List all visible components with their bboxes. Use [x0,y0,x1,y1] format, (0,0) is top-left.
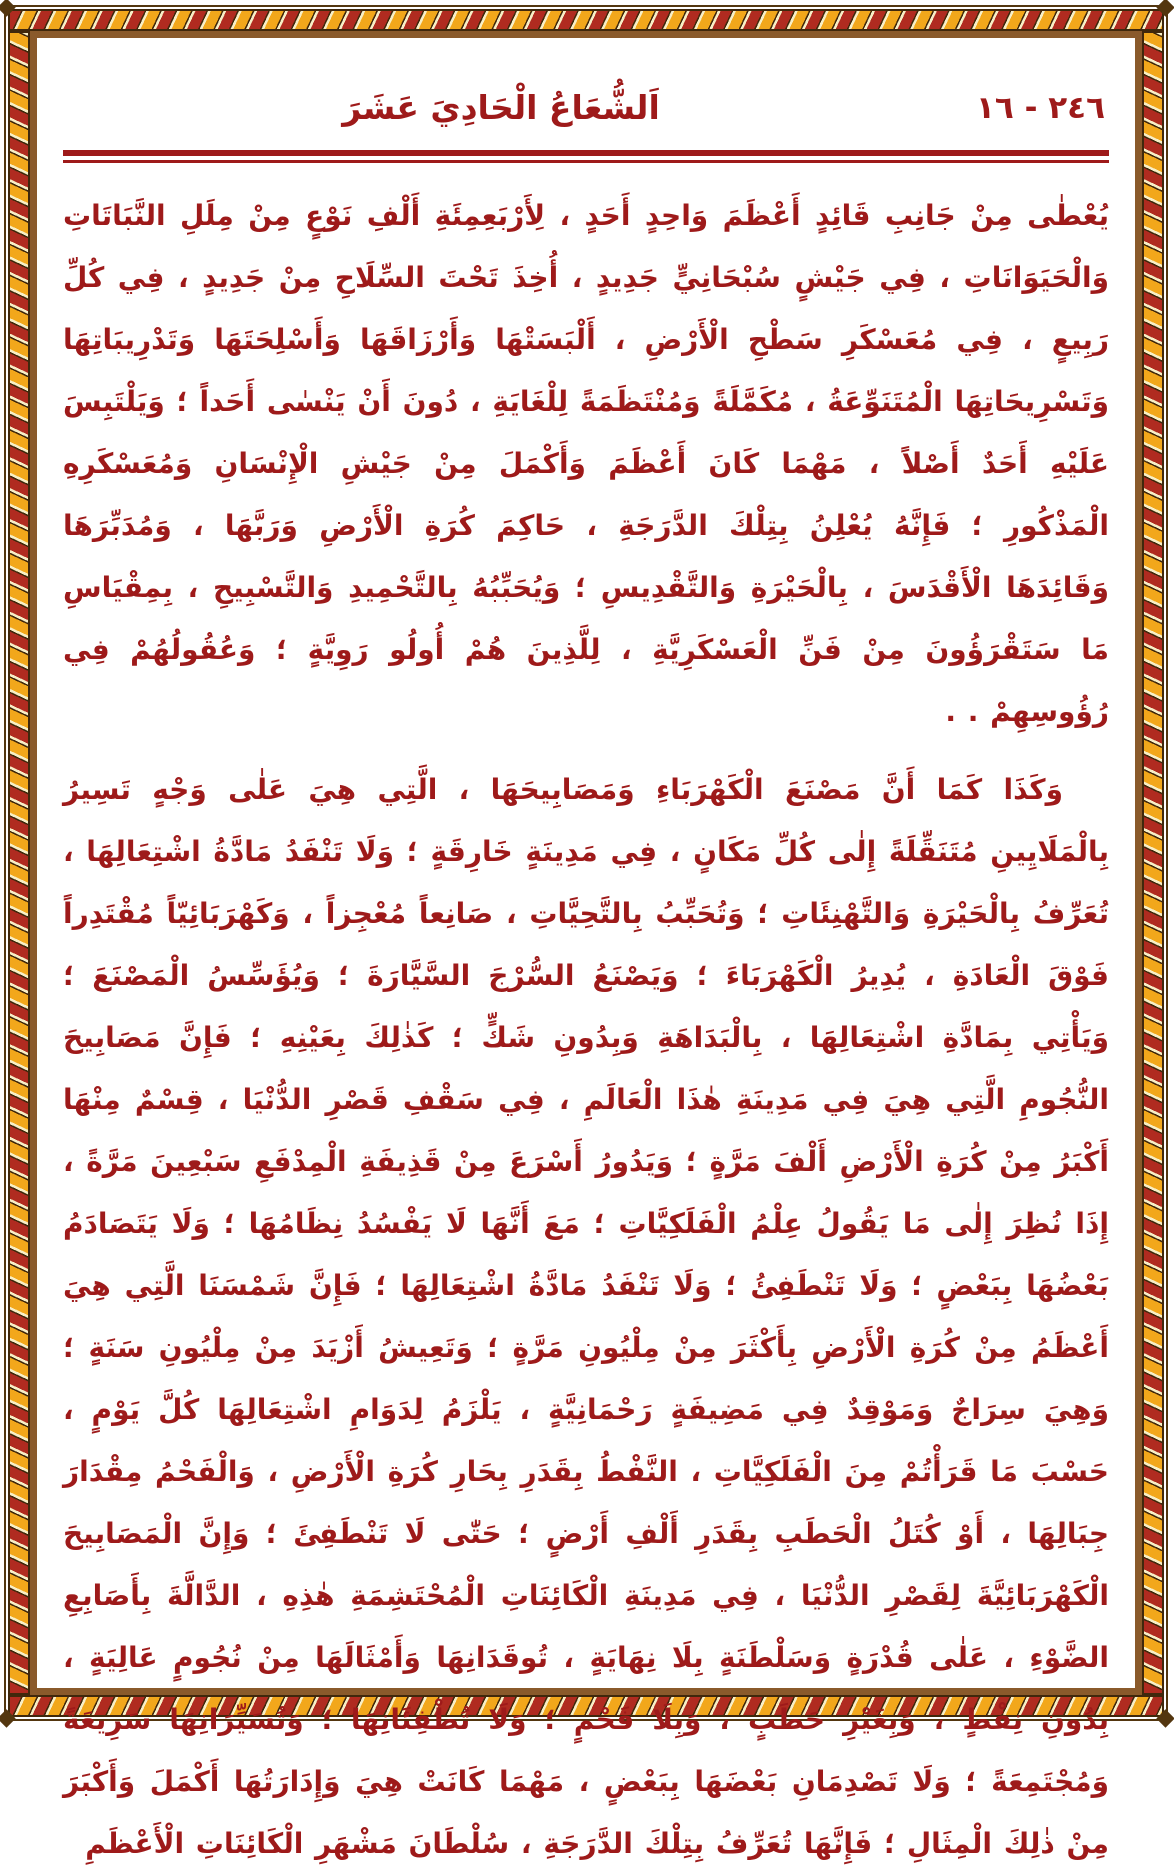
header-divider [64,150,1110,163]
page-content [64,52,1110,1860]
paragraph-2: وَكَذَا كَمَا أَنَّ مَصْنَعَ الْكَهْرَبَاءِ وَمَصَابِيحَهَا ، الَّتِي هِيَ عَلٰى وَجْهٍ تَسِيرُ بِالْمَلَايِينِ مُتَنَقِّلَةً إِلٰى كُلِّ مَكَانٍ ، فِي مَدِينَةٍ خَارِقَةٍ ؛ وَلَا تَنْفَدُ مَادَّةُ اشْتِعَالِهَا ، تُعَرِّفُ بِالْحَيْرَةِ وَالتَّهْنِئَاتِ ؛ وَتُحَبِّبُ بِالتَّحِيَّاتِ ، صَانِعاً مُعْجِزاً ، وَكَهْرَبَائِيّاً مُقْتَدِراً فَوْقَ الْعَادَةِ ، يُدِيرُ الْكَهْرَبَاءَ ؛ وَيَصْنَعُ السُّرْجَ السَّيَّارَةَ ؛ وَيُؤَسِّسُ الْمَصْنَعَ ؛ وَيَأْتِي بِمَادَّةِ اشْتِعَالِهَا ، بِالْبَدَاهَةِ وَبِدُونِ شَكٍّ ؛ كَذٰلِكَ بِعَيْنِهِ ؛ فَإِنَّ مَصَابِيحَ النُّجُومِ الَّتِي هِيَ فِي مَدِينَةِ هٰذَا الْعَالَمِ ، فِي سَقْفِ قَصْرِ الدُّنْيَا ، قِسْمٌ مِنْهَا أَكْبَرُ مِنْ كُرَةِ الْأَرْضِ أَلْفَ مَرَّةٍ ؛ وَيَدُورُ أَسْرَعَ مِنْ قَذِيفَةِ الْمِدْفَعِ سَبْعِينَ مَرَّةً ، إِذَا نُظِرَ إِلٰى مَا يَقُولُ عِلْمُ الْفَلَكِيَّاتِ ؛ مَعَ أَنَّهَا لَا يَفْسُدُ نِظَامُهَا ؛ وَلَا يَتَصَادَمُ بَعْضُهَا بِبَعْضٍ ؛ وَلَا تَنْطَفِئُ ؛ وَلَا تَنْفَدُ مَادَّةُ اشْتِعَالِهَا ؛ فَإِنَّ شَمْسَنَا الَّتِي هِيَ أَعْظَمُ مِنْ كُرَةِ الْأَرْضِ بِأَكْثَرَ مِنْ مِلْيُونِ مَرَّةٍ ؛ وَتَعِيشُ أَزْيَدَ مِنْ مِلْيُونِ سَنَةٍ ؛ وَهِيَ سِرَاجٌ وَمَوْقِدٌ فِي مَضِيفَةٍ رَحْمَانِيَّةٍ ، يَلْزَمُ لِدَوَامِ اشْتِعَالِهَا كُلَّ يَوْمٍ ، حَسْبَ مَا قَرَأْتُمْ مِنَ الْفَلَكِيَّاتِ ، النَّفْطُ بِقَدَرِ بِحَارِ كُرَةِ الْأَرْضِ ، وَالْفَحْمُ مِقْدَارَ جِبَالِهَا ، أَوْ كُتَلُ الْحَطَبِ بِقَدَرِ أَلْفِ أَرْضٍ ؛ حَتّٰى لَا تَنْطَفِئَ ؛ وَإِنَّ الْمَصَابِيحَ الْكَهْرَبَائِيَّةَ لِقَصْرِ الدُّنْيَا ، فِي مَدِينَةِ الْكَائِنَاتِ الْمُحْتَشِمَةِ هٰذِهِ ، الدَّالَّةَ بِأَصَابِعِ الضَّوْءِ ، عَلٰى قُدْرَةٍ وَسَلْطَنَةٍ بِلَا نِهَايَةٍ ، تُوقَدَانِهَا وَأَمْثَالَهَا مِنْ نُجُومٍ عَالِيَةٍ ، بِدُونِ نِفْطٍ ، وَبِغَيْرِ حَطَبٍ ، وَبِلَا فَحْمٍ ؛ وَلَا تُطْفِئَانِهَا ؛ وَتُسَيِّرَانِهَا سَرِيعَةً وَمُجْتَمِعَةً ؛ وَلَا تَصْدِمَانِ بَعْضَهَا بِبَعْضٍ ، مَهْمَا كَانَتْ هِيَ وَإِدَارَتُهَا أَكْمَلَ وَأَكْبَرَ مِنْ ذٰلِكَ الْمِثَالِ ؛ فَإِنَّهَا تُعَرِّفُ بِتِلْكَ الدَّرَجَةِ ، سُلْطَانَ مَشْهَرِ الْكَائِنَاتِ الْأَعْظَمِ [64,773,1110,1860]
ornate-border-right [1143,31,1165,1695]
ornate-border-top [9,9,1165,31]
page-number: ٢٤٦ - ١٦ [976,90,1106,126]
paragraph-1: يُعْطٰى مِنْ جَانِبِ قَائِدٍ أَعْظَمَ وَاحِدٍ أَحَدٍ ، لِأَرْبَعِمِئَةِ أَلْفِ نَوْعٍ مِنْ مِلَلِ النَّبَاتَاتِ وَالْحَيَوَانَاتِ ، فِي جَيْشٍ سُبْحَانِيٍّ جَدِيدٍ ، أُخِذَ تَحْتَ السِّلَاحِ مِنْ جَدِيدٍ ، فِي كُلِّ رَبِيعٍ ، فِي مُعَسْكَرِ سَطْحِ الْأَرْضِ ، أَلْبَسَتْهَا وَأَرْزَاقَهَا وَأَسْلِحَتَهَا وَتَدْرِيبَاتِهَا وَتَسْرِيحَاتِهَا الْمُتَنَوِّعَةُ ، مُكَمَّلَةً وَمُنْتَظَمَةً لِلْغَايَةِ ، دُونَ أَنْ يَنْسٰى أَحَداً ؛ وَيَلْتَبِسَ عَلَيْهِ أَحَدٌ أَصْلاً ، مَهْمَا كَانَ أَعْظَمَ وَأَكْمَلَ مِنْ جَيْشِ الْإِنْسَانِ وَمُعَسْكَرِهِ الْمَذْكُورِ ؛ فَإِنَّهُ يُعْلِنُ بِتِلْكَ الدَّرَجَةِ ، حَاكِمَ كُرَةِ الْأَرْضِ وَرَبَّهَا ، وَمُدَبِّرَهَا وَقَائِدَهَا الْأَقْدَسَ ، بِالْحَيْرَةِ وَالتَّقْدِيسِ ؛ وَيُحَبِّبُهُ بِالتَّحْمِيدِ وَالتَّسْبِيحِ ، بِمِقْيَاسِ مَا سَتَقْرَؤُونَ مِنْ فَنِّ الْعَسْكَرِيَّةِ ، لِلَّذِينَ هُمْ أُولُو رَوِيَّةٍ ؛ وَعُقُولُهُمْ فِي رُؤُوسِهِمْ . . [64,199,1110,728]
ornate-border-left [9,31,31,1695]
page-header [64,88,1110,140]
page-title: اَلشُّعَاعُ الْحَادِيَ عَشَرَ [343,88,661,127]
